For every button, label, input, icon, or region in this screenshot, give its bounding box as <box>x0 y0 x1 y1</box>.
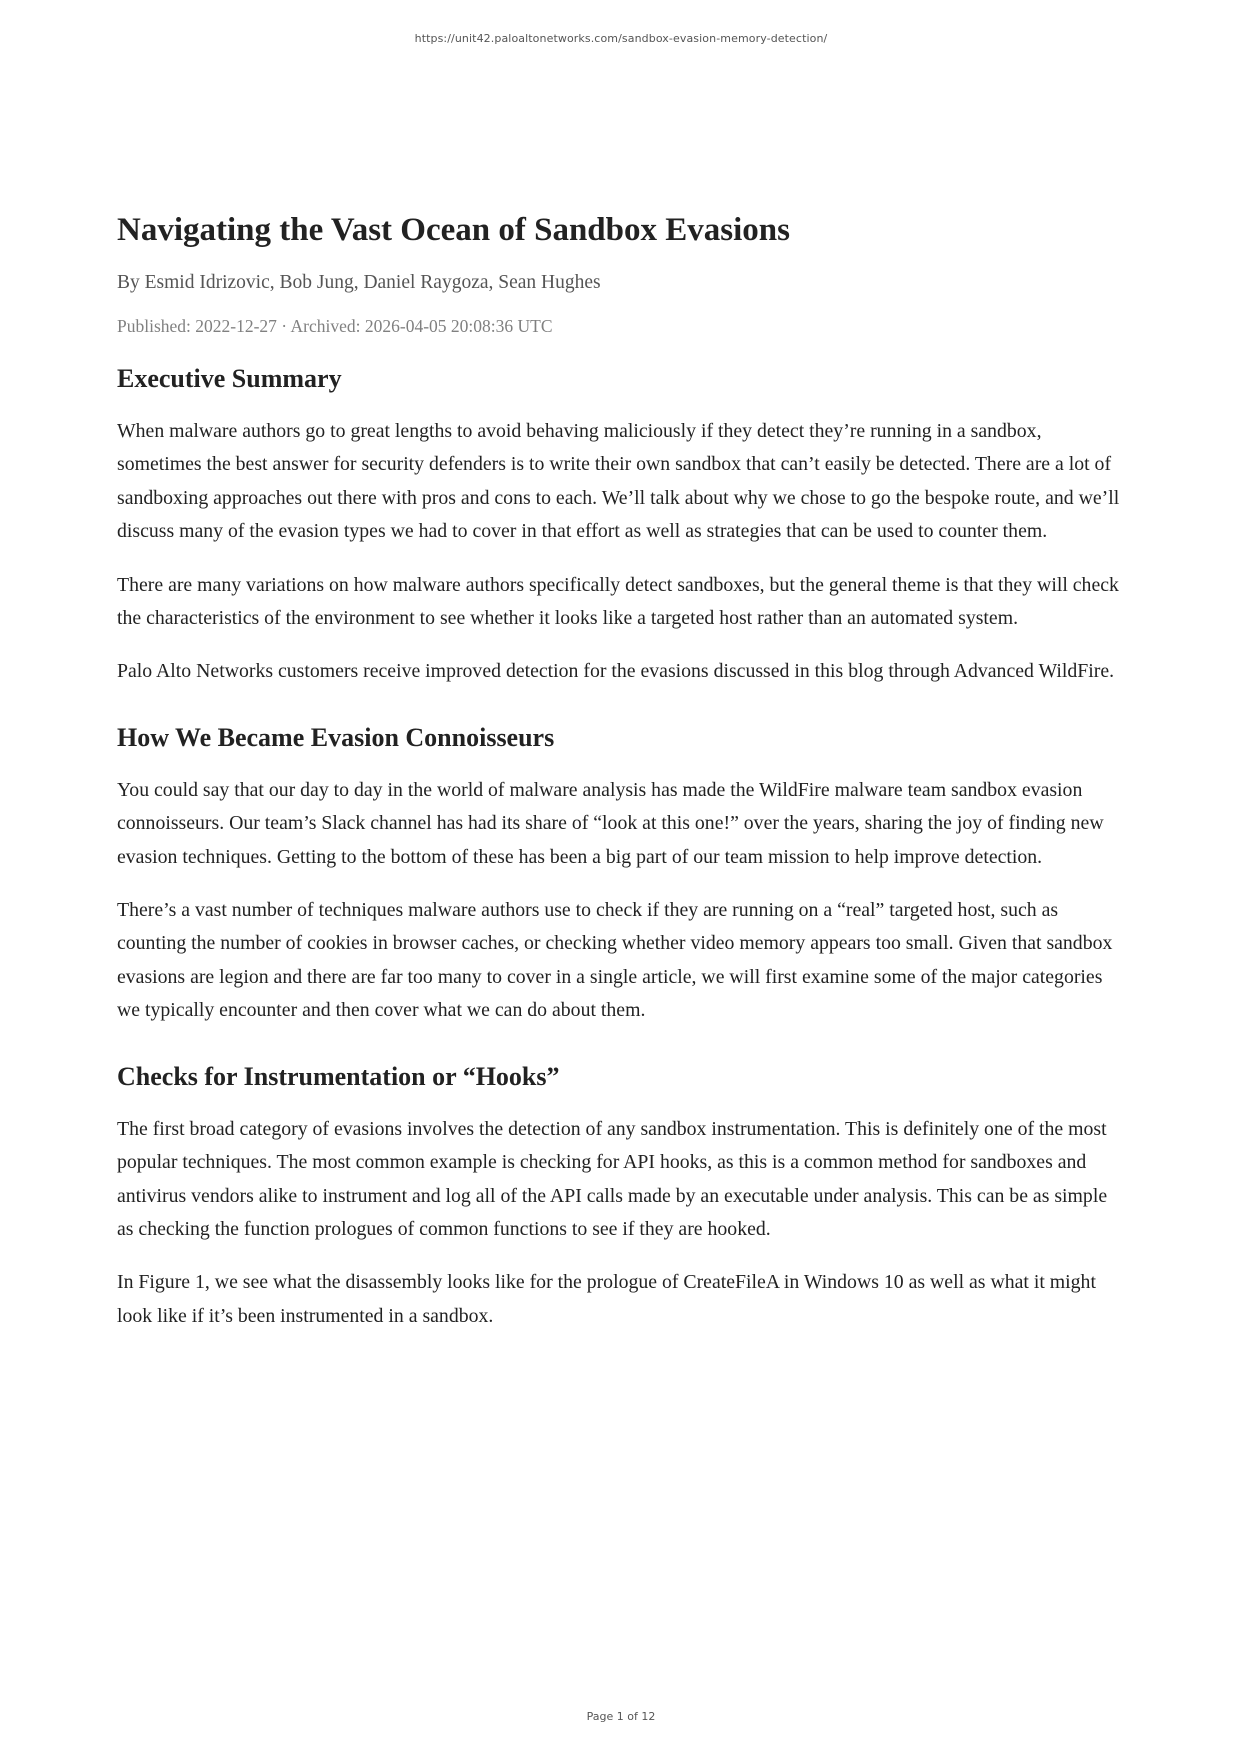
paragraph: Palo Alto Networks customers receive improved detection for the evasions discussed in this blog through Advanced WildFire. <box>117 660 1115 683</box>
section-heading-instrumentation-hooks: Checks for Instrumentation or “Hooks” <box>117 1061 560 1091</box>
paragraph: The first broad category of evasions involves the detection of any sandbox instrumentation. This is definitely one of the most popular techniques. The most common example is checking for API hooks, as this is a common method for sandboxes and antivirus vendors alike to instrument and log all of the API calls made by an executable under analysis. This can be as simple as checking the function prologues of common functions to see if they are hooked. <box>117 1117 1108 1240</box>
page-url: https://unit42.paloaltonetworks.com/sandbox-evasion-memory-detection/ <box>414 32 828 45</box>
paragraph: There are many variations on how malware authors specifically detect sandboxes, but the general theme is that they will check the characteristics of the environment to see whether it looks like a targeted host rather than an automated system. <box>117 573 1119 630</box>
page-number: Page 1 of 12 <box>586 1710 656 1723</box>
section-heading-evasion-connoisseurs: How We Became Evasion Connoisseurs <box>117 722 555 752</box>
paragraph: In Figure 1, we see what the disassembly looks like for the prologue of CreateFileA in Windows 10 as well as what it might look like if it’s been instrumented in a sandbox. <box>117 1271 1096 1327</box>
article-title: Navigating the Vast Ocean of Sandbox Evasions <box>117 212 790 248</box>
byline: By Esmid Idrizovic, Bob Jung, Daniel Raygoza, Sean Hughes <box>117 272 601 293</box>
paragraph: You could say that our day to day in the world of malware analysis has made the WildFire malware team sandbox evasion connoisseurs. Our team’s Slack channel has had its share of “look at this one!” over the years, sharing the joy of finding new evasion techniques. Getting to the bottom of these has been a big part of our team mission to help improve detection. <box>117 778 1104 868</box>
paragraph: When malware authors go to great lengths to avoid behaving maliciously if they detect they’re running in a sandbox, sometimes the best answer for security defenders is to write their own sandbox that can’t easily be detected. There are a lot of sandboxing approaches out there with pros and cons to each. We’ll talk about why we chose to go the bespoke route, and we’ll discuss many of the evasion types we had to cover in that effort as well as strategies that can be used to counter them. <box>117 420 1120 543</box>
publish-meta: Published: 2022-12-27 · Archived: 2026-04-05 20:08:36 UTC <box>117 316 553 336</box>
paragraph: There’s a vast number of techniques malware authors use to check if they are running on a “real” targeted host, such as counting the number of cookies in browser caches, or checking whether video memory appears too small. Given that sandbox evasions are legion and there are far too many to cover in a single article, we will first examine some of the major categories we typically encounter and then cover what we can do about them. <box>117 899 1113 1022</box>
article <box>117 206 1125 1353</box>
section-heading-executive-summary: Executive Summary <box>117 364 342 393</box>
